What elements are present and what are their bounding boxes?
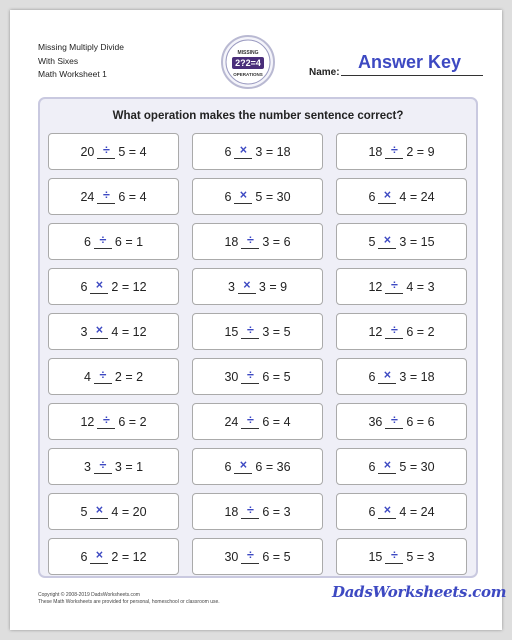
name-label: Name: bbox=[309, 67, 340, 78]
problem-cell bbox=[48, 178, 179, 215]
equals-sign: = bbox=[118, 549, 133, 564]
operand-b: 4 bbox=[111, 324, 119, 339]
operand-a: 15 bbox=[224, 324, 239, 339]
equals-sign: = bbox=[125, 144, 140, 159]
operator-answer[interactable]: ÷ bbox=[241, 324, 259, 339]
problem-cell bbox=[192, 403, 323, 440]
result-value: 12 bbox=[132, 279, 147, 294]
operand-b: 2 bbox=[114, 369, 122, 384]
equals-sign: = bbox=[413, 414, 428, 429]
operand-a: 3 bbox=[83, 459, 91, 474]
usage-notice: These Math Worksheets are provided for personal, homeschool or classroom use. bbox=[38, 599, 220, 605]
operator-answer[interactable]: × bbox=[378, 234, 396, 249]
operator-answer[interactable]: ÷ bbox=[94, 459, 112, 474]
result-value: 24 bbox=[420, 504, 435, 519]
operator-answer[interactable]: × bbox=[378, 459, 396, 474]
operand-a: 30 bbox=[224, 549, 239, 564]
logo-top-text: MISSING bbox=[237, 50, 259, 56]
operator-answer[interactable]: × bbox=[378, 369, 396, 384]
result-value: 3 bbox=[427, 279, 435, 294]
equals-sign: = bbox=[118, 279, 133, 294]
problems-grid bbox=[48, 133, 467, 575]
equals-sign: = bbox=[406, 189, 421, 204]
result-value: 2 bbox=[136, 369, 144, 384]
operator-answer[interactable]: ÷ bbox=[241, 369, 259, 384]
operand-b: 6 bbox=[114, 234, 122, 249]
operator-answer[interactable]: ÷ bbox=[385, 144, 403, 159]
operand-a: 36 bbox=[368, 414, 383, 429]
result-value: 3 bbox=[427, 549, 435, 564]
result-value: 3 bbox=[283, 504, 291, 519]
operand-a: 24 bbox=[224, 414, 239, 429]
copyright-text: Copyright © 2008-2019 DadsWorksheets.com bbox=[38, 592, 140, 598]
operator-answer[interactable]: ÷ bbox=[97, 414, 115, 429]
operand-b: 4 bbox=[111, 504, 119, 519]
result-value: 2 bbox=[427, 324, 435, 339]
operator-answer[interactable]: ÷ bbox=[97, 189, 115, 204]
result-value: 12 bbox=[132, 324, 147, 339]
operand-a: 15 bbox=[368, 549, 383, 564]
equals-sign: = bbox=[118, 324, 133, 339]
operator-answer[interactable]: ÷ bbox=[241, 414, 259, 429]
equals-sign: = bbox=[118, 504, 133, 519]
problem-cell bbox=[336, 493, 467, 530]
result-value: 9 bbox=[280, 279, 288, 294]
equals-sign: = bbox=[269, 504, 284, 519]
operand-b: 5 bbox=[406, 549, 414, 564]
operand-a: 6 bbox=[368, 189, 376, 204]
operator-answer[interactable]: ÷ bbox=[241, 504, 259, 519]
problem-cell bbox=[48, 223, 179, 260]
result-value: 15 bbox=[420, 234, 435, 249]
operand-b: 3 bbox=[399, 369, 407, 384]
worksheet-page bbox=[10, 10, 507, 630]
problem-cell bbox=[336, 358, 467, 395]
svg-text:2?2=4: 2?2=4 bbox=[235, 58, 261, 68]
result-value: 5 bbox=[283, 369, 291, 384]
name-line[interactable] bbox=[341, 75, 483, 76]
problems-frame bbox=[38, 97, 478, 578]
operand-a: 6 bbox=[80, 549, 88, 564]
operator-answer[interactable]: × bbox=[238, 279, 256, 294]
equals-sign: = bbox=[262, 144, 277, 159]
result-value: 6 bbox=[427, 414, 435, 429]
equals-sign: = bbox=[262, 189, 277, 204]
operator-answer[interactable]: ÷ bbox=[385, 324, 403, 339]
operand-b: 3 bbox=[114, 459, 122, 474]
title-line: Missing Multiply Divide bbox=[38, 42, 124, 52]
operand-a: 20 bbox=[80, 144, 95, 159]
equals-sign: = bbox=[413, 144, 428, 159]
title-line: Math Worksheet 1 bbox=[38, 69, 107, 79]
equals-sign: = bbox=[121, 459, 137, 474]
operand-a: 4 bbox=[83, 369, 91, 384]
problem-cell bbox=[192, 133, 323, 170]
operand-a: 5 bbox=[80, 504, 88, 519]
result-value: 24 bbox=[420, 189, 435, 204]
operand-a: 18 bbox=[224, 504, 239, 519]
equals-sign: = bbox=[406, 459, 421, 474]
problem-cell bbox=[336, 133, 467, 170]
problem-cell bbox=[48, 268, 179, 305]
dadsworksheets-logo: DadsWorksheets.com bbox=[332, 583, 507, 601]
problem-cell bbox=[48, 358, 179, 395]
result-value: 9 bbox=[427, 144, 435, 159]
equals-sign: = bbox=[406, 504, 421, 519]
problem-cell bbox=[192, 358, 323, 395]
operand-b: 2 bbox=[111, 549, 119, 564]
equals-sign: = bbox=[406, 234, 421, 249]
operand-b: 6 bbox=[118, 189, 126, 204]
operand-a: 3 bbox=[227, 279, 235, 294]
result-value: 1 bbox=[136, 459, 144, 474]
problem-cell bbox=[192, 223, 323, 260]
operand-a: 6 bbox=[224, 459, 232, 474]
operand-b: 6 bbox=[262, 369, 270, 384]
equals-sign: = bbox=[413, 549, 428, 564]
equals-sign: = bbox=[262, 459, 277, 474]
operand-b: 6 bbox=[406, 324, 414, 339]
problem-cell bbox=[336, 268, 467, 305]
operand-b: 3 bbox=[262, 234, 270, 249]
operator-answer[interactable]: × bbox=[90, 549, 108, 564]
operand-a: 6 bbox=[224, 189, 232, 204]
operator-answer[interactable]: × bbox=[378, 504, 396, 519]
result-value: 2 bbox=[139, 414, 147, 429]
operator-answer[interactable]: × bbox=[234, 144, 252, 159]
operator-answer[interactable]: ÷ bbox=[241, 549, 259, 564]
result-value: 1 bbox=[136, 234, 144, 249]
problem-cell bbox=[192, 493, 323, 530]
operator-answer[interactable]: ÷ bbox=[385, 279, 403, 294]
equals-sign: = bbox=[269, 234, 284, 249]
problem-cell bbox=[48, 313, 179, 350]
result-value: 4 bbox=[283, 414, 291, 429]
operand-a: 30 bbox=[224, 369, 239, 384]
problem-cell bbox=[192, 268, 323, 305]
logo-bottom-text: OPERATIONS bbox=[233, 72, 263, 77]
operand-b: 6 bbox=[118, 414, 126, 429]
problem-cell bbox=[336, 313, 467, 350]
result-value: 30 bbox=[276, 189, 291, 204]
operand-a: 6 bbox=[224, 144, 232, 159]
equals-sign: = bbox=[121, 369, 137, 384]
problem-cell bbox=[192, 178, 323, 215]
missing-operations-logo bbox=[220, 34, 276, 90]
operator-answer[interactable]: × bbox=[234, 189, 252, 204]
equals-sign: = bbox=[413, 279, 428, 294]
operand-a: 5 bbox=[368, 234, 376, 249]
operand-a: 6 bbox=[83, 234, 91, 249]
result-value: 30 bbox=[420, 459, 435, 474]
equals-sign: = bbox=[125, 414, 140, 429]
equals-sign: = bbox=[121, 234, 137, 249]
operand-b: 6 bbox=[262, 549, 270, 564]
operand-a: 18 bbox=[224, 234, 239, 249]
equals-sign: = bbox=[125, 189, 140, 204]
result-value: 18 bbox=[420, 369, 435, 384]
problem-cell bbox=[48, 448, 179, 485]
instructions: What operation makes the number sentence correct? bbox=[112, 110, 404, 122]
operand-b: 3 bbox=[258, 279, 266, 294]
result-value: 12 bbox=[132, 549, 147, 564]
operator-answer[interactable]: ÷ bbox=[97, 144, 115, 159]
operand-a: 12 bbox=[80, 414, 95, 429]
problem-cell bbox=[48, 493, 179, 530]
problem-cell bbox=[336, 448, 467, 485]
operator-answer[interactable]: × bbox=[90, 279, 108, 294]
operator-answer[interactable]: ÷ bbox=[94, 234, 112, 249]
operand-b: 2 bbox=[111, 279, 119, 294]
problem-cell bbox=[336, 223, 467, 260]
result-value: 6 bbox=[283, 234, 291, 249]
operand-b: 4 bbox=[399, 504, 407, 519]
result-value: 36 bbox=[276, 459, 291, 474]
equals-sign: = bbox=[413, 324, 428, 339]
footer bbox=[38, 592, 220, 606]
equals-sign: = bbox=[406, 369, 421, 384]
operand-b: 5 bbox=[118, 144, 126, 159]
operand-a: 18 bbox=[368, 144, 383, 159]
operator-answer[interactable]: ÷ bbox=[385, 549, 403, 564]
operand-a: 3 bbox=[80, 324, 88, 339]
problem-cell bbox=[192, 313, 323, 350]
problem-cell bbox=[48, 403, 179, 440]
equals-sign: = bbox=[269, 414, 284, 429]
operator-answer[interactable]: × bbox=[90, 504, 108, 519]
result-value: 20 bbox=[132, 504, 147, 519]
title-line: With Sixes bbox=[38, 55, 79, 66]
operand-a: 6 bbox=[80, 279, 88, 294]
operator-answer[interactable]: ÷ bbox=[94, 369, 112, 384]
result-value: 4 bbox=[139, 189, 147, 204]
problem-cell bbox=[336, 538, 467, 575]
result-value: 4 bbox=[139, 144, 147, 159]
result-value: 5 bbox=[283, 324, 291, 339]
result-value: 18 bbox=[276, 144, 291, 159]
equals-sign: = bbox=[269, 549, 284, 564]
operand-a: 24 bbox=[80, 189, 95, 204]
operator-answer[interactable]: × bbox=[378, 189, 396, 204]
equals-sign: = bbox=[265, 279, 281, 294]
operand-b: 4 bbox=[406, 279, 414, 294]
operand-b: 3 bbox=[262, 324, 270, 339]
equals-sign: = bbox=[269, 369, 284, 384]
operand-b: 3 bbox=[255, 144, 263, 159]
problem-cell bbox=[192, 538, 323, 575]
operand-a: 12 bbox=[368, 324, 383, 339]
problem-cell bbox=[336, 403, 467, 440]
operand-b: 6 bbox=[255, 459, 263, 474]
operand-b: 5 bbox=[255, 189, 263, 204]
operator-answer[interactable]: × bbox=[234, 459, 252, 474]
operand-b: 2 bbox=[406, 144, 414, 159]
problem-cell bbox=[48, 133, 179, 170]
operator-answer[interactable]: ÷ bbox=[241, 234, 259, 249]
operator-answer[interactable]: × bbox=[90, 324, 108, 339]
problem-cell bbox=[192, 448, 323, 485]
answer-key-heading: Answer Key bbox=[358, 52, 462, 72]
operand-b: 6 bbox=[262, 414, 270, 429]
problem-cell bbox=[48, 538, 179, 575]
operand-b: 3 bbox=[399, 234, 407, 249]
operand-b: 4 bbox=[399, 189, 407, 204]
worksheet-title bbox=[38, 41, 124, 82]
problem-cell bbox=[336, 178, 467, 215]
operand-b: 6 bbox=[262, 504, 270, 519]
operand-a: 6 bbox=[368, 369, 376, 384]
operand-b: 6 bbox=[406, 414, 414, 429]
operand-b: 5 bbox=[399, 459, 407, 474]
operand-a: 6 bbox=[368, 504, 376, 519]
equals-sign: = bbox=[269, 324, 284, 339]
operand-a: 6 bbox=[368, 459, 376, 474]
operand-a: 12 bbox=[368, 279, 383, 294]
operator-answer[interactable]: ÷ bbox=[385, 414, 403, 429]
result-value: 5 bbox=[283, 549, 291, 564]
